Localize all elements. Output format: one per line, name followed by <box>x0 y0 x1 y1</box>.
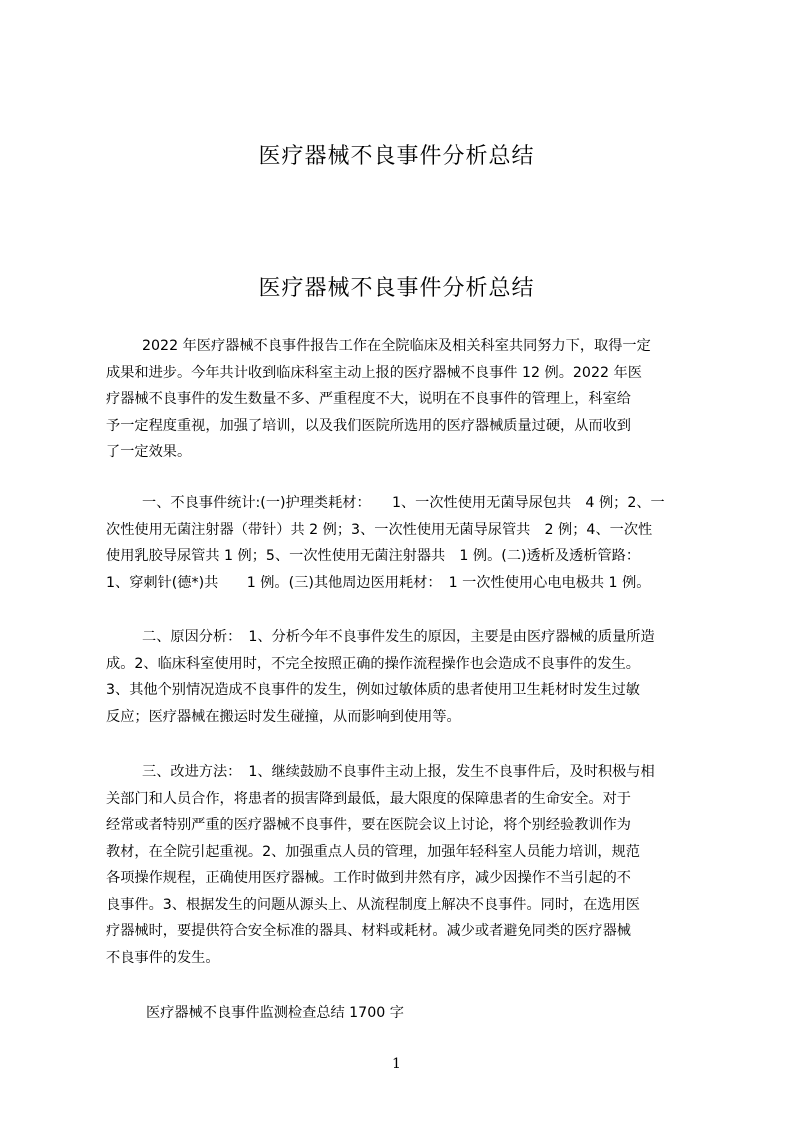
paragraph-line: 关部门和人员合作，将患者的损害降到最低，最大限度的保障患者的生命安全。对于 <box>106 790 631 807</box>
paragraph-cause-analysis <box>106 624 709 730</box>
paragraph-line: 3、其他个别情况造成不良事件的发生，例如过敏体质的患者使用卫生耗材时发生过敏 <box>106 682 640 698</box>
paragraph-summary <box>106 333 709 466</box>
paragraph-line: 二、原因分析： 1、分析今年不良事件发生的原因，主要是由医疗器械的质量所造 <box>142 629 655 645</box>
paragraph-line: 教材，在全院引起重视。2、加强重点人员的管理，加强年轻科室人员能力培训，规范 <box>106 843 640 860</box>
paragraph-line: 次性使用无菌注射器（带针）共 2 例；3、一次性使用无菌导尿管共 2 例；4、一次性 <box>106 521 653 538</box>
paragraph-line: 良事件。3、根据发生的问题从源头上、从流程制度上解决不良事件。同时，在选用医 <box>106 896 640 913</box>
paragraph-line: 疗器械时，要提供符合安全标准的器具、材料或耗材。减少或者避免同类的医疗器械 <box>106 923 631 939</box>
page-number: 1 <box>392 1056 401 1072</box>
paragraph-line: 三、改进方法： 1、继续鼓励不良事件主动上报，发生不良事件后，及时积极与相 <box>142 764 655 780</box>
related-document-note: 医疗器械不良事件监测检查总结 1700 字 <box>146 1005 404 1021</box>
paragraph-line: 使用乳胶导尿管共 1 例；5、一次性使用无菌注射器共 1 例。(二)透析及透析管路： <box>106 548 641 564</box>
paragraph-line: 予一定程度重视，加强了培训，以及我们医院所选用的医疗器械质量过硬，从而收到 <box>106 417 631 434</box>
paragraph-line: 反应；医疗器械在搬运时发生碰撞，从而影响到使用等。 <box>106 708 461 725</box>
paragraph-statistics <box>106 490 709 596</box>
paragraph-line: 疗器械不良事件的发生数量不多、严重程度不大，说明在不良事件的管理上，科室给 <box>106 391 631 407</box>
paragraph-line: 经常或者特别严重的医疗器械不良事件，要在医院会议上讨论，将个别经验教训作为 <box>106 817 631 833</box>
paragraph-line: 一、不良事件统计:(一)护理类耗材： 1、一次性使用无菌导尿包共 4 例；2、一 <box>142 495 665 511</box>
paragraph-line: 2022 年医疗器械不良事件报告工作在全院临床及相关科室共同努力下，取得一定 <box>142 338 651 354</box>
paragraph-line: 成。2、临床科室使用时，不完全按照正确的操作流程操作也会造成不良事件的发生。 <box>106 655 640 672</box>
paragraph-line: 不良事件的发生。 <box>106 949 220 966</box>
paragraph-line: 了一定效果。 <box>106 444 192 460</box>
paragraph-improvement <box>106 759 709 971</box>
paragraph-line: 1、穿刺针(德*)共 1 例。(三)其他周边医用耗材： 1 一次性使用心电电极共 1 例。 <box>106 574 651 591</box>
paragraph-line: 成果和进步。今年共计收到临床科室主动上报的医疗器械不良事件 12 例。2022 年医 <box>106 364 642 381</box>
document-title-main: 医疗器械不良事件分析总结 <box>258 276 535 301</box>
document-title-top: 医疗器械不良事件分析总结 <box>258 144 535 169</box>
paragraph-line: 各项操作规程，正确使用医疗器械。工作时做到井然有序，减少因操作不当引起的不 <box>106 870 631 886</box>
